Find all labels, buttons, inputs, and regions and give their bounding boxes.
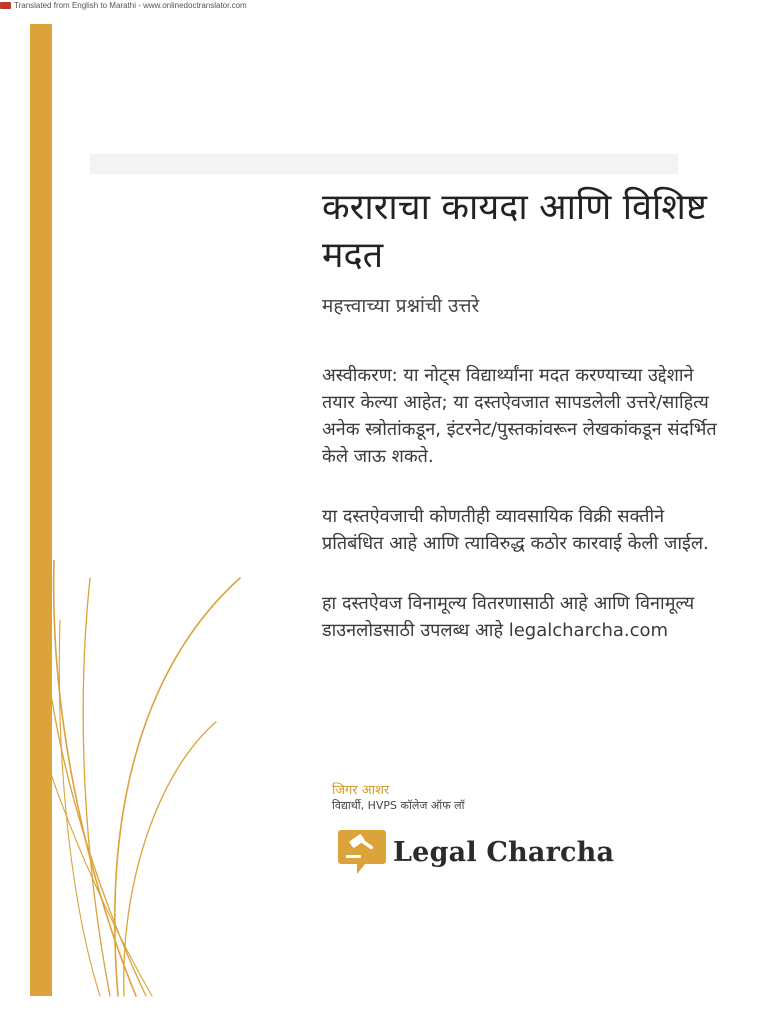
gavel-speech-bubble-icon — [337, 828, 387, 876]
author-role: विद्यार्थी, HVPS कॉलेज ऑफ लॉ — [332, 799, 465, 812]
translator-note: Translated from English to Marathi - www.onlinedoctranslator.com — [14, 0, 247, 10]
free-distribution-paragraph: हा दस्तऐवज विनामूल्य वितरणासाठी आहे आणि विनामूल्य डाउनलोडसाठी उपलब्ध आहे legalcharcha.com — [322, 593, 695, 641]
brand-name: Legal Charcha — [393, 836, 615, 868]
document-subtitle: महत्त्वाच्या प्रश्नांची उत्तरे — [322, 295, 480, 317]
decorative-swoosh-lines — [40, 560, 270, 1000]
header-shade-band — [90, 154, 678, 174]
commercial-sale-paragraph: या दस्तऐवजाची कोणतीही व्यावसायिक विक्री सक्तीने प्रतिबंधित आहे आणि त्याविरुद्ध कठोर कारवाई केली जाईल. — [322, 506, 709, 554]
disclaimer-paragraph: अस्वीकरण: या नोट्स विद्यार्थ्यांना मदत करण्याच्या उद्देशाने तयार केल्या आहेत; या दस्तऐवजात सापडलेली उत्तरे/साहित्य अनेक स्त्रोतांकडून, इंटरनेट/पुस्तकांवरून लेखकांकडून संदर्भित केले जाऊ शकते. — [322, 365, 717, 467]
translator-banner — [0, 0, 247, 10]
document-title: कराराचा कायदा आणि विशिष्ट मदत — [322, 187, 707, 276]
translator-icon — [0, 2, 11, 9]
author-name: जिगर आशर — [332, 783, 390, 798]
brand-logo — [337, 828, 614, 876]
